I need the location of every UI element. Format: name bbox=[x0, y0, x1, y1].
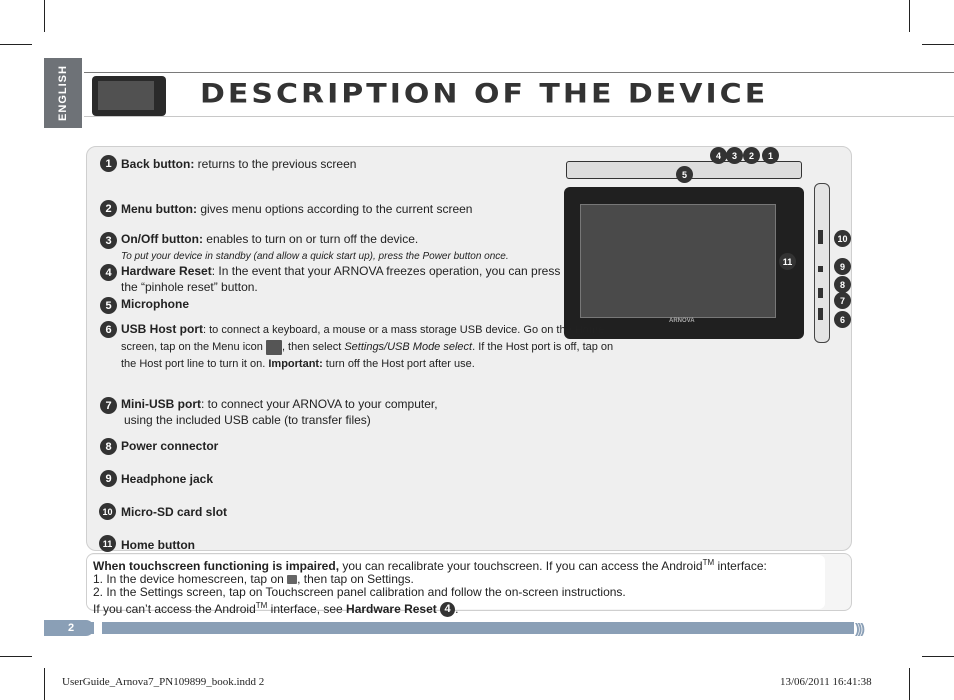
note-line: If you can’t access the Android bbox=[93, 602, 256, 616]
item-number: 8 bbox=[100, 438, 117, 455]
crop-mark bbox=[922, 44, 954, 45]
footer-ornament: ))) bbox=[855, 620, 863, 636]
callout-badge: 4 bbox=[710, 147, 727, 164]
item-label: Back button: bbox=[121, 157, 195, 171]
item-text: enables to turn on or turn off the device. bbox=[202, 232, 419, 246]
crop-mark bbox=[44, 0, 45, 32]
callout-badge: 9 bbox=[834, 258, 851, 275]
item-text: : In the event that your ARNOVA freezes operation, you can press the “pinhole reset” button. bbox=[121, 264, 561, 294]
list-item bbox=[121, 396, 438, 428]
crop-mark bbox=[0, 656, 32, 657]
item-text: gives menu options according to the current screen bbox=[196, 202, 473, 216]
list-item bbox=[121, 438, 218, 454]
item-number: 1 bbox=[100, 155, 117, 172]
item-text: : to connect a keyboard, a mouse or a mass storage USB device. Go on the Home screen, tap on the Menu icon bbox=[121, 324, 605, 353]
item-label: Menu button: bbox=[121, 202, 197, 216]
list-item bbox=[121, 296, 189, 312]
note-line: you can recalibrate your touchscreen. If you can access the Android bbox=[339, 559, 703, 573]
crop-mark bbox=[909, 668, 910, 700]
note-step: 1. In the device homescreen, tap on bbox=[93, 572, 288, 586]
crop-mark bbox=[909, 0, 910, 32]
language-tab bbox=[44, 58, 82, 128]
item-text: Settings/USB Mode select bbox=[344, 341, 473, 353]
note-step: , then tap on Settings. bbox=[297, 572, 414, 586]
item-number: 11 bbox=[99, 535, 116, 552]
device-brand: ARNOVA bbox=[669, 318, 695, 324]
callout-badge: 3 bbox=[726, 147, 743, 164]
calibration-note bbox=[86, 553, 852, 616]
list-item bbox=[121, 156, 356, 172]
trademark: TM bbox=[255, 601, 268, 610]
important-label: Important: bbox=[268, 358, 323, 370]
item-number: 5 bbox=[100, 297, 117, 314]
item-label: Headphone jack bbox=[121, 472, 214, 486]
side-port bbox=[818, 288, 823, 298]
item-number: 4 bbox=[100, 264, 117, 281]
print-date: 13/06/2011 16:41:38 bbox=[780, 676, 872, 688]
item-label: Hardware Reset bbox=[121, 264, 212, 278]
footer-bar bbox=[44, 622, 854, 634]
item-text: . If the Host port is off, tap on the Host port line to turn it on. bbox=[121, 341, 614, 370]
item-label: Power connector bbox=[121, 439, 219, 453]
list-item bbox=[121, 321, 631, 373]
note-step: 2. In the Settings screen, tap on Touchscreen panel calibration and follow the on-screen instructions. bbox=[93, 585, 626, 599]
callout-badge: 7 bbox=[834, 292, 851, 309]
trademark: TM bbox=[702, 558, 715, 567]
list-item bbox=[121, 537, 195, 553]
item-text: : to connect your ARNOVA to your computer, bbox=[201, 397, 438, 411]
callout-badge: 11 bbox=[779, 253, 796, 270]
note-line: interface, see bbox=[267, 602, 347, 616]
side-port bbox=[818, 266, 823, 272]
callout-badge: 6 bbox=[834, 311, 851, 328]
item-label: USB Host port bbox=[121, 322, 203, 336]
note-line: interface: bbox=[714, 559, 767, 573]
crop-mark bbox=[0, 44, 32, 45]
list-item bbox=[121, 471, 213, 487]
language-label: ENGLISH bbox=[57, 65, 69, 121]
item-number: 4 bbox=[440, 602, 455, 617]
device-screen bbox=[580, 204, 776, 318]
callout-badge: 8 bbox=[834, 276, 851, 293]
file-name: UserGuide_Arnova7_PN109899_book.indd 2 bbox=[62, 676, 265, 688]
list-item bbox=[121, 504, 227, 520]
item-number: 9 bbox=[100, 470, 117, 487]
note-reference: Hardware Reset bbox=[346, 602, 437, 616]
menu-icon bbox=[287, 575, 297, 584]
side-port bbox=[818, 230, 823, 244]
crop-mark bbox=[44, 668, 45, 700]
item-text: using the included USB cable (to transfer files) bbox=[124, 413, 371, 427]
list-item bbox=[121, 263, 561, 295]
item-number: 7 bbox=[100, 397, 117, 414]
crop-mark bbox=[922, 656, 954, 657]
note-text bbox=[93, 556, 843, 617]
callout-badge: 2 bbox=[743, 147, 760, 164]
device-thumbnail bbox=[92, 76, 166, 116]
list-item bbox=[121, 231, 509, 265]
item-label: Micro-SD card slot bbox=[121, 505, 228, 519]
header-rule bbox=[84, 116, 954, 117]
item-label: Home button bbox=[121, 538, 195, 552]
callout-badge: 5 bbox=[676, 166, 693, 183]
callout-badge: 1 bbox=[762, 147, 779, 164]
item-text: turn off the Host port after use. bbox=[322, 358, 475, 370]
item-subtext: To put your device in standby (and allow a quick start up), press the Power button once. bbox=[121, 251, 509, 262]
item-number: 2 bbox=[100, 200, 117, 217]
list-item bbox=[121, 201, 472, 217]
callout-badge: 10 bbox=[834, 230, 851, 247]
item-number: 10 bbox=[99, 503, 116, 520]
page-title: DESCRIPTION OF THE DEVICE bbox=[200, 78, 769, 110]
note-lead: When touchscreen functioning is impaired, bbox=[93, 559, 340, 573]
note-line: . bbox=[455, 602, 459, 616]
side-port bbox=[818, 308, 823, 320]
footer-gap bbox=[94, 620, 102, 636]
header-rule bbox=[84, 72, 954, 73]
item-number: 6 bbox=[100, 321, 117, 338]
menu-icon bbox=[266, 340, 282, 355]
item-label: On/Off button: bbox=[121, 232, 203, 246]
item-text: , then select bbox=[281, 341, 345, 353]
item-text: returns to the previous screen bbox=[194, 157, 357, 171]
item-number: 3 bbox=[100, 232, 117, 249]
page-number: 2 bbox=[44, 620, 94, 636]
item-label: Microphone bbox=[121, 297, 189, 311]
item-label: Mini-USB port bbox=[121, 397, 201, 411]
